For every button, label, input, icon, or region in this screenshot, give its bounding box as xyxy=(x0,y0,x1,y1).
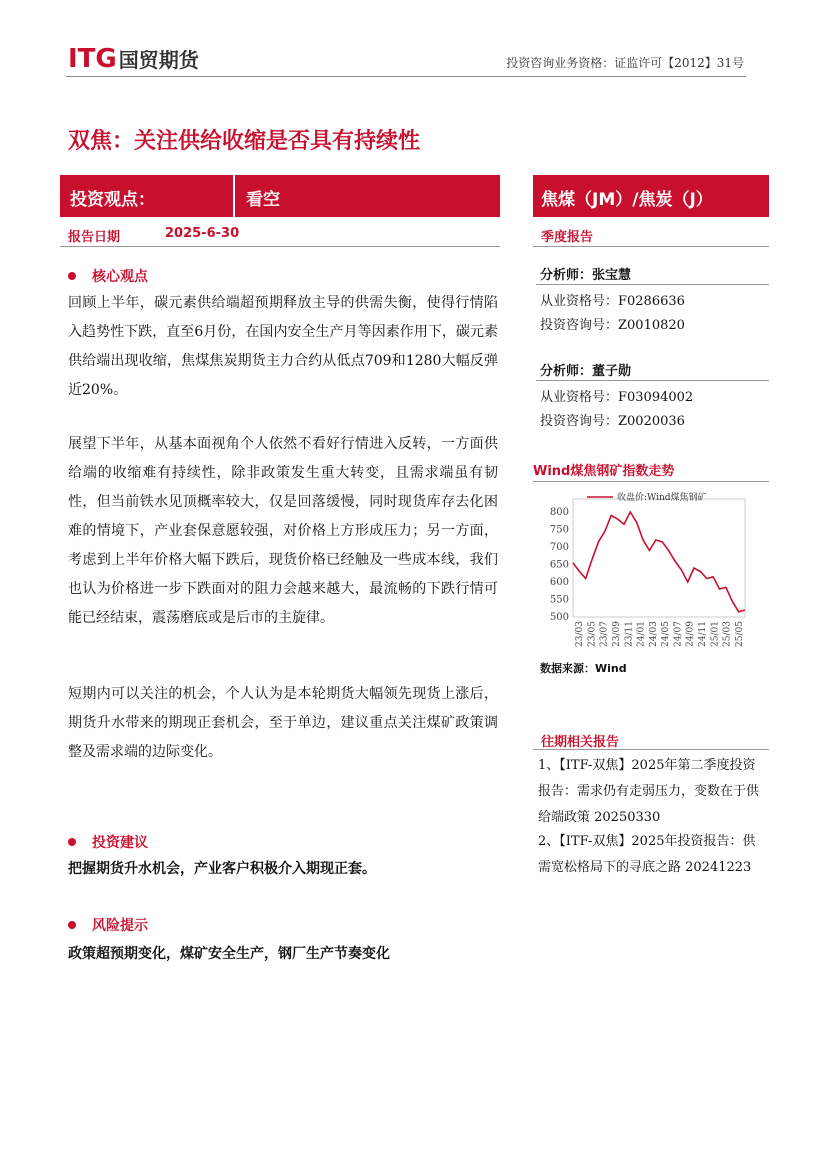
analyst-2-license: 从业资格号：F03094002 xyxy=(540,390,694,405)
related-report-1-text[interactable]: 1、【ITF-双焦】2025年第二季度投资报告：需求仍有走弱压力，变数在于供给端政策 20250330 xyxy=(538,758,760,825)
report-date-value: 2025-6-30 xyxy=(165,226,240,241)
report-date-row xyxy=(60,222,500,247)
x-tick-label: 25/05 xyxy=(734,621,745,647)
product-name: 焦煤（JM）/焦炭（J） xyxy=(541,190,713,210)
bar-separator xyxy=(233,175,235,217)
series-line xyxy=(573,512,745,612)
data-source: 数据来源：Wind xyxy=(540,662,627,675)
analyst-2-name: 分析师：董子勋 xyxy=(540,364,632,379)
core-paragraph-2 xyxy=(68,430,498,633)
core-paragraph-3 xyxy=(68,680,498,767)
index-line-chart xyxy=(533,485,769,657)
analyst-1-divider xyxy=(536,284,769,285)
x-tick-label: 24/05 xyxy=(661,621,672,647)
risk-heading-text: 风险提示 xyxy=(92,918,148,934)
y-tick-label: 700 xyxy=(549,542,569,553)
y-tick-label: 800 xyxy=(549,507,569,518)
analyst-2-consult: 投资咨询号：Z0020036 xyxy=(540,414,685,429)
y-tick-label: 500 xyxy=(549,612,569,623)
report-type: 季度报告 xyxy=(541,230,594,245)
related-report-2[interactable] xyxy=(538,829,768,881)
y-tick-label: 550 xyxy=(549,594,569,606)
bullet-dot xyxy=(68,838,76,846)
analyst-2-divider xyxy=(536,380,769,381)
x-tick-label: 23/05 xyxy=(587,621,598,647)
advice-heading xyxy=(66,832,148,852)
report-date-label: 报告日期 xyxy=(68,230,121,245)
report-title: 双焦：关注供给收缩是否具有持续性 xyxy=(68,129,421,154)
legend-label: 收盘价:Wind煤焦钢矿 xyxy=(617,493,707,503)
x-tick-label: 25/01 xyxy=(710,621,721,647)
y-tick-label: 600 xyxy=(549,577,569,588)
core-paragraph-1 xyxy=(68,289,498,405)
bullet-dot xyxy=(68,272,76,280)
core-view-heading-text: 核心观点 xyxy=(92,269,148,285)
bullet-dot xyxy=(68,921,76,929)
x-tick-label: 23/09 xyxy=(612,621,622,647)
x-tick-label: 24/11 xyxy=(698,621,708,647)
core-paragraph-2-text: 展望下半年，从基本面视角个人依然不看好行情进入反转，一方面供给端的收缩难有持续性，除非政策发生重大转变，且需求端虽有韧性，但当前铁水见顶概率较大，仅是回落缓慢，同时现货库存去化困难的情境下，产业套保意愿较强，对价格上方形成压力；另一方面，考虑到上半年价格大幅下跌后，现货价格已经触及一些成本线，我们也认为价格进一步下跌面对的阻力会越来越大，最流畅的下跌行情可能已经结束，震荡磨底或是后市的主旋律。 xyxy=(68,436,498,626)
x-tick-label: 25/03 xyxy=(722,621,733,647)
report-type-row xyxy=(533,222,769,247)
logo-name: 国贸期货 xyxy=(118,48,199,72)
related-report-2-text[interactable]: 2、【ITF-双焦】2025年投资报告：供需宽松格局下的寻底之路 20241223 xyxy=(538,834,756,875)
x-tick-label: 24/03 xyxy=(648,621,659,647)
analyst-1-license: 从业资格号：F0286636 xyxy=(540,294,685,309)
x-tick-label: 24/07 xyxy=(673,621,684,647)
logo-brand: ITG xyxy=(68,44,117,74)
related-reports-heading xyxy=(533,729,769,750)
x-tick-label: 23/11 xyxy=(624,621,635,647)
core-view-heading xyxy=(66,266,148,286)
view-value: 看空 xyxy=(246,190,280,210)
investment-view-bar xyxy=(60,175,500,217)
risk-text: 政策超预期变化，煤矿安全生产，钢厂生产节奏变化 xyxy=(68,946,390,962)
chart-divider xyxy=(533,481,769,482)
y-tick-label: 650 xyxy=(549,559,569,571)
core-paragraph-1-text: 回顾上半年，碳元素供给端超预期释放主导的供需失衡，使得行情陷入趋势性下跌，直至6月份，在国内安全生产月等因素作用下，碳元素供给端出现收缩，焦煤焦炭期货主力合约从低点709和1280大幅反弹近20%。 xyxy=(68,295,498,398)
analyst-1-name: 分析师：张宝慧 xyxy=(540,268,632,283)
x-tick-label: 24/01 xyxy=(636,621,647,647)
chart-title: Wind煤焦钢矿指数走势 xyxy=(533,464,675,479)
license-text: 投资咨询业务资格：证监许可【2012】31号 xyxy=(506,56,744,70)
header-divider xyxy=(66,76,746,77)
product-bar xyxy=(533,175,769,217)
view-label: 投资观点： xyxy=(70,190,155,210)
related-reports-heading-text: 往期相关报告 xyxy=(541,735,620,750)
x-tick-label: 23/03 xyxy=(575,621,586,647)
plot-frame xyxy=(573,499,745,617)
company-logo xyxy=(68,44,199,74)
analyst-1-consult: 投资咨询号：Z0010820 xyxy=(540,318,685,333)
y-tick-label: 750 xyxy=(549,524,569,536)
core-paragraph-3-text: 短期内可以关注的机会，个人认为是本轮期货大幅领先现货上涨后，期货升水带来的期现正套机会，至于单边，建议重点关注煤矿政策调整及需求端的边际变化。 xyxy=(68,686,498,760)
advice-text: 把握期货升水机会，产业客户积极介入期现正套。 xyxy=(68,861,376,877)
x-tick-label: 24/09 xyxy=(685,621,696,647)
related-report-1[interactable] xyxy=(538,753,768,831)
advice-heading-text: 投资建议 xyxy=(92,835,148,851)
x-tick-label: 23/07 xyxy=(599,621,610,647)
risk-heading xyxy=(66,915,148,935)
